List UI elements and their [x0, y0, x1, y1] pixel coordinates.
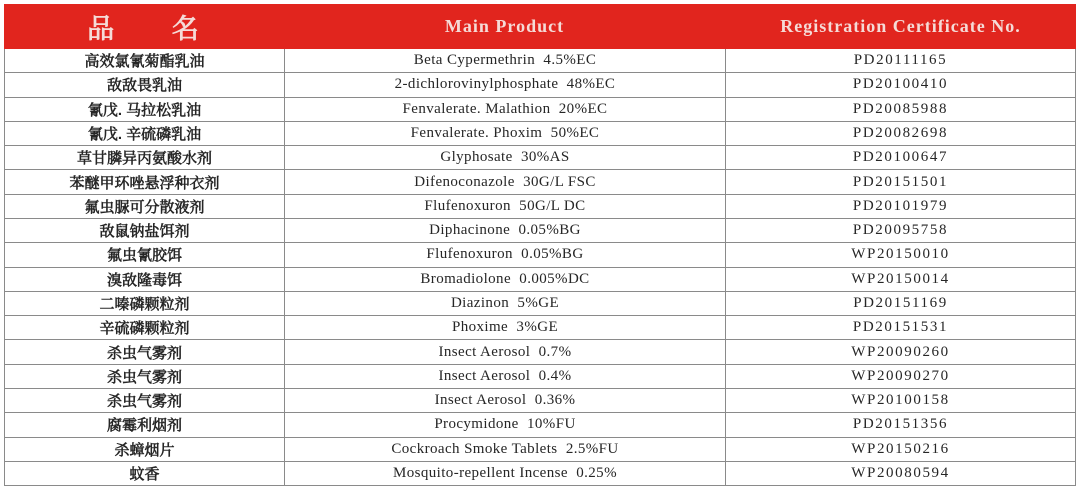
table-row — [5, 340, 1075, 364]
table-row — [5, 365, 1075, 389]
table-row — [5, 73, 1075, 97]
certificate-no-cell: PD20151501 — [852, 173, 949, 190]
table-row — [5, 170, 1075, 194]
table-row — [5, 292, 1075, 316]
main-product-cell: Difenoconazole 30G/L FSC — [285, 170, 726, 193]
product-name-cn-cell: 氟虫脲可分散液剂 — [5, 195, 285, 218]
main-product-cell: Flufenoxuron 0.05%BG — [285, 243, 726, 266]
product-name-cn-cell: 杀虫气雾剂 — [5, 365, 285, 388]
certificate-no-cell: PD20100410 — [852, 76, 949, 93]
certificate-no-cell: WP20080594 — [851, 464, 950, 481]
table-row — [5, 316, 1075, 340]
certificate-no-cell: WP20150014 — [851, 270, 950, 287]
table-row — [5, 438, 1075, 462]
table-row — [5, 98, 1075, 122]
table-row — [5, 146, 1075, 170]
product-name-cn-cell: 辛硫磷颗粒剂 — [5, 316, 285, 339]
header-registration-certificate-no: Registration Certificate No. — [780, 16, 1021, 36]
product-name-cn-cell: 敌敌畏乳油 — [5, 73, 285, 96]
product-name-cn-cell: 蚊香 — [5, 462, 285, 485]
main-product-cell: Diazinon 5%GE — [285, 292, 726, 315]
certificate-no-cell: PD20111165 — [853, 52, 948, 69]
main-product-cell: Diphacinone 0.05%BG — [285, 219, 726, 242]
product-name-cn-cell: 氟虫氰胶饵 — [5, 243, 285, 266]
table-row — [5, 389, 1075, 413]
table-row — [5, 462, 1075, 486]
certificate-no-cell: WP20150010 — [851, 246, 950, 263]
main-product-cell: Fenvalerate. Phoxim 50%EC — [285, 122, 726, 145]
main-product-cell: Mosquito-repellent Incense 0.25% — [285, 462, 726, 485]
product-name-cn-cell: 氰戊. 辛硫磷乳油 — [5, 122, 285, 145]
product-name-cn-cell: 杀虫气雾剂 — [5, 340, 285, 363]
product-name-cn-cell: 杀虫气雾剂 — [5, 389, 285, 412]
table-row — [5, 122, 1075, 146]
certificate-no-cell: WP20090260 — [851, 343, 950, 360]
main-product-cell: Phoxime 3%GE — [285, 316, 726, 339]
table-row — [5, 219, 1075, 243]
main-product-cell: Procymidone 10%FU — [285, 413, 726, 436]
product-name-cn-cell: 二嗪磷颗粒剂 — [5, 292, 285, 315]
table-row — [5, 268, 1075, 292]
certificate-no-cell: PD20100647 — [852, 149, 949, 166]
main-product-cell: Glyphosate 30%AS — [285, 146, 726, 169]
header-main-product: Main Product — [444, 16, 565, 36]
table-row — [5, 243, 1075, 267]
certificate-no-cell: WP20090270 — [851, 367, 950, 384]
table-body — [4, 49, 1076, 486]
certificate-no-cell: PD20101979 — [852, 197, 949, 214]
certificate-no-cell: WP20100158 — [851, 392, 950, 409]
table-header-row — [4, 4, 1076, 49]
header-product-name-cn: 品 名 — [87, 14, 201, 44]
product-name-cn-cell: 腐霉利烟剂 — [5, 413, 285, 436]
table-row — [5, 195, 1075, 219]
main-product-cell: Beta Cypermethrin 4.5%EC — [285, 49, 726, 72]
main-product-cell: 2-dichlorovinylphosphate 48%EC — [285, 73, 726, 96]
certificate-no-cell: PD20151356 — [852, 416, 949, 433]
certificate-no-cell: PD20082698 — [852, 124, 949, 141]
main-product-cell: Insect Aerosol 0.36% — [285, 389, 726, 412]
product-name-cn-cell: 草甘膦异丙氨酸水剂 — [5, 146, 285, 169]
table-row — [5, 49, 1075, 73]
main-product-cell: Insect Aerosol 0.4% — [285, 365, 726, 388]
certificate-no-cell: PD20085988 — [852, 100, 949, 117]
product-name-cn-cell: 苯醚甲环唑悬浮种衣剂 — [5, 170, 285, 193]
main-product-cell: Flufenoxuron 50G/L DC — [285, 195, 726, 218]
certificate-no-cell: PD20151531 — [852, 319, 949, 336]
main-product-cell: Insect Aerosol 0.7% — [285, 340, 726, 363]
table-row — [5, 413, 1075, 437]
main-product-cell: Bromadiolone 0.005%DC — [285, 268, 726, 291]
product-name-cn-cell: 杀蟑烟片 — [5, 438, 285, 461]
main-product-cell: Fenvalerate. Malathion 20%EC — [285, 98, 726, 121]
product-name-cn-cell: 氰戊. 马拉松乳油 — [5, 98, 285, 121]
certificate-no-cell: PD20095758 — [852, 222, 949, 239]
product-name-cn-cell: 敌鼠钠盐饵剂 — [5, 219, 285, 242]
certificate-no-cell: PD20151169 — [853, 294, 948, 311]
product-name-cn-cell: 溴敌隆毒饵 — [5, 268, 285, 291]
certificate-no-cell: WP20150216 — [851, 440, 950, 457]
main-product-cell: Cockroach Smoke Tablets 2.5%FU — [285, 438, 726, 461]
product-name-cn-cell: 高效氯氰菊酯乳油 — [5, 49, 285, 72]
